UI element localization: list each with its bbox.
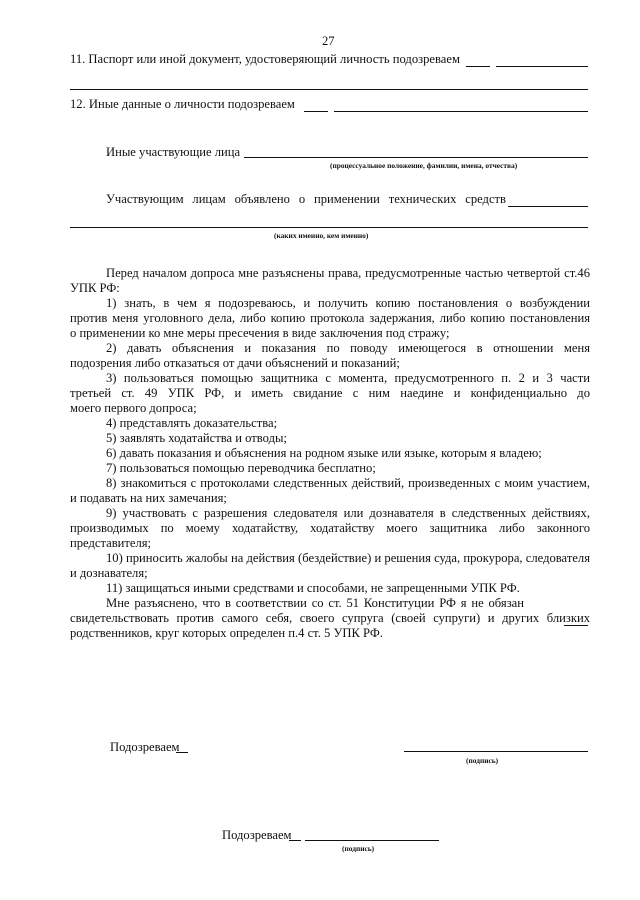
right-item-3-cont: третьей ст. 49 УПК РФ, и иметь свидание с ним наедине и конфиденциально до (70, 386, 590, 400)
technical-means-text: Участвующим лицам объявлено о применении технических средств (106, 192, 506, 206)
right-item-7: 7) пользоваться помощью переводчика бесплатно; (106, 461, 376, 475)
rights-intro-line: Перед началом допроса мне разъяснены права, предусмотренные частью четвертой ст.46 (106, 266, 590, 280)
passport-field-label: 11. Паспорт или иной документ, удостоверяющий личность подозреваем (70, 52, 460, 66)
signature-2-suffix-line[interactable] (289, 840, 301, 841)
constitution-line: свидетельствовать против самого себя, своего супруга (своей супруги) и других близких (70, 611, 590, 625)
right-item-10: 10) приносить жалобы на действия (бездействие) и решения суда, прокурора, следователя (106, 551, 590, 565)
passport-field-line[interactable] (466, 66, 490, 67)
right-item-6: 6) давать показания и объяснения на родном языке или языке, которым я владею; (106, 446, 542, 460)
signature-2-line[interactable] (305, 840, 439, 841)
right-item-11: 11) защищаться иными средствами и способами, не запрещенными УПК РФ. (106, 581, 520, 595)
right-item-9-cont: производимых по моему ходатайству, ходатайству моего защитника либо законного (70, 521, 590, 535)
signature-2-caption: (подпись) (342, 844, 375, 853)
signature-1-label: Подозреваем (110, 740, 180, 754)
right-item-1-cont: против меня уголовного дела, либо копию протокола задержания, либо копию постановления (70, 311, 590, 325)
technical-means-caption: (каких именно, кем именно) (274, 231, 369, 240)
signature-1-caption: (подпись) (466, 756, 499, 765)
page-number: 27 (322, 34, 335, 48)
constitution-line (70, 596, 524, 611)
right-item-1-cont: о применении ко мне меры пресечения в виде заключения под стражу; (70, 326, 450, 340)
constitution-text: Мне разъяснено, что в соответствии со ст. 51 Конституции РФ я не обязан (106, 596, 524, 610)
right-item-9: 9) участвовать с разрешения следователя или дознавателя в следственных действиях, (106, 506, 590, 520)
technical-means-label (106, 192, 506, 207)
right-item-2: 2) давать объяснения и показания по поводу имеющегося в отношении меня (106, 341, 590, 355)
signature-2-label: Подозреваем (222, 828, 292, 842)
passport-field-line-2[interactable] (496, 66, 588, 67)
signature-1-line[interactable] (404, 751, 588, 752)
rights-intro-line: УПК РФ: (70, 281, 120, 295)
constitution-line: родственников, круг которых определен п.4 ст. 5 УПК РФ. (70, 626, 383, 640)
participants-field-line[interactable] (244, 157, 588, 158)
passport-field-line-3[interactable] (70, 89, 588, 90)
right-item-5: 5) заявлять ходатайства и отводы; (106, 431, 287, 445)
right-item-8-cont: и подавать на них замечания; (70, 491, 227, 505)
right-item-10-cont: и дознавателя; (70, 566, 148, 580)
right-item-8: 8) знакомиться с протоколами следственных действий, произведенных с моим участием, (106, 476, 590, 490)
technical-means-field-line[interactable] (508, 206, 588, 207)
constitution-field-line[interactable] (564, 625, 588, 626)
right-item-9-cont: представителя; (70, 536, 152, 550)
participants-caption: (процессуальное положение, фамилии, имена, отчества) (330, 161, 518, 170)
right-item-3: 3) пользоваться помощью защитника с момента, предусмотренного п. 2 и 3 части (106, 371, 590, 385)
other-data-field-line-2[interactable] (334, 111, 588, 112)
other-data-field-label: 12. Иные данные о личности подозреваем (70, 97, 295, 111)
right-item-1: 1) знать, в чем я подозреваюсь, и получить копию постановления о возбуждении (106, 296, 590, 310)
right-item-3-cont: моего первого допроса; (70, 401, 197, 415)
technical-means-field-line-2[interactable] (70, 227, 588, 228)
right-item-2-cont: подозрения либо отказаться от дачи объяснений и показаний; (70, 356, 400, 370)
signature-1-suffix-line[interactable] (176, 752, 188, 753)
other-data-field-line[interactable] (304, 111, 328, 112)
rights-section (70, 266, 590, 641)
right-item-4: 4) представлять доказательства; (106, 416, 278, 430)
participants-label: Иные участвующие лица (106, 145, 241, 159)
